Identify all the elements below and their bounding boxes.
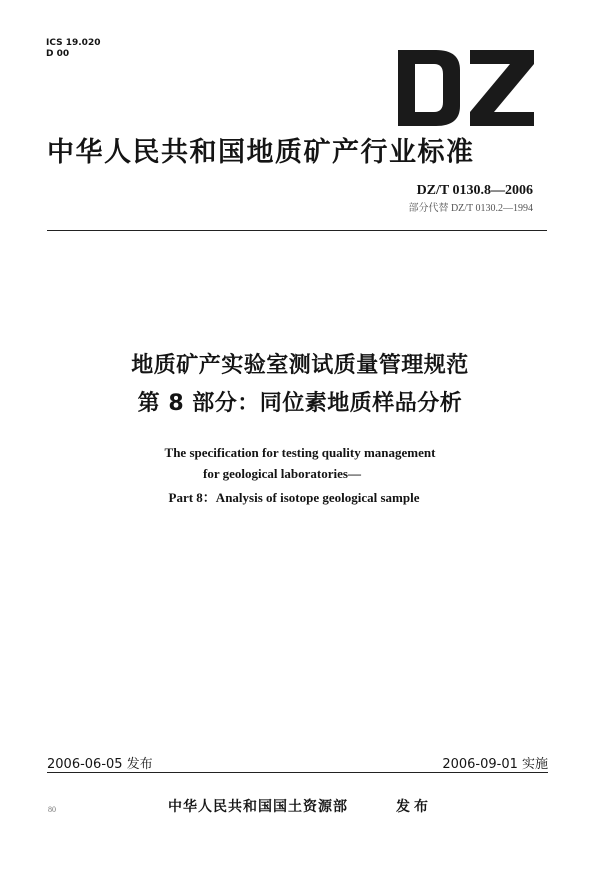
implement-date: 2006-09-01 实施	[442, 757, 548, 772]
issuing-authority: 中华人民共和国国土资源部	[168, 799, 348, 815]
english-title-line-1: The specification for testing quality management	[164, 445, 436, 460]
chinese-title-line-2: 第 8 部分：同位素地质样品分析	[137, 391, 463, 416]
replaces-note: 部分代替 DZ/T 0130.2—1994	[408, 203, 533, 214]
dz-logo-mark	[398, 50, 534, 126]
header-divider	[47, 230, 547, 231]
publish-date: 2006-06-05 发布	[47, 757, 153, 772]
classification-codes	[46, 38, 100, 60]
issue-label: 发布	[396, 799, 432, 815]
ccs-code: D 00	[46, 49, 70, 59]
ics-code: ICS 19.020	[46, 38, 101, 48]
dz-logo	[398, 50, 534, 126]
english-title-line-2: for geological laboratories—	[203, 466, 361, 481]
standard-category-title: 中华人民共和国地质矿产行业标准	[47, 137, 475, 168]
page-number: 80	[48, 805, 56, 814]
english-title-line-3: Part 8：Analysis of isotope geological sample	[168, 490, 420, 505]
footer-divider	[47, 772, 548, 773]
chinese-title-line-1: 地质矿产实验室测试质量管理规范	[131, 353, 469, 378]
standard-number: DZ/T 0130.8—2006	[416, 183, 533, 198]
